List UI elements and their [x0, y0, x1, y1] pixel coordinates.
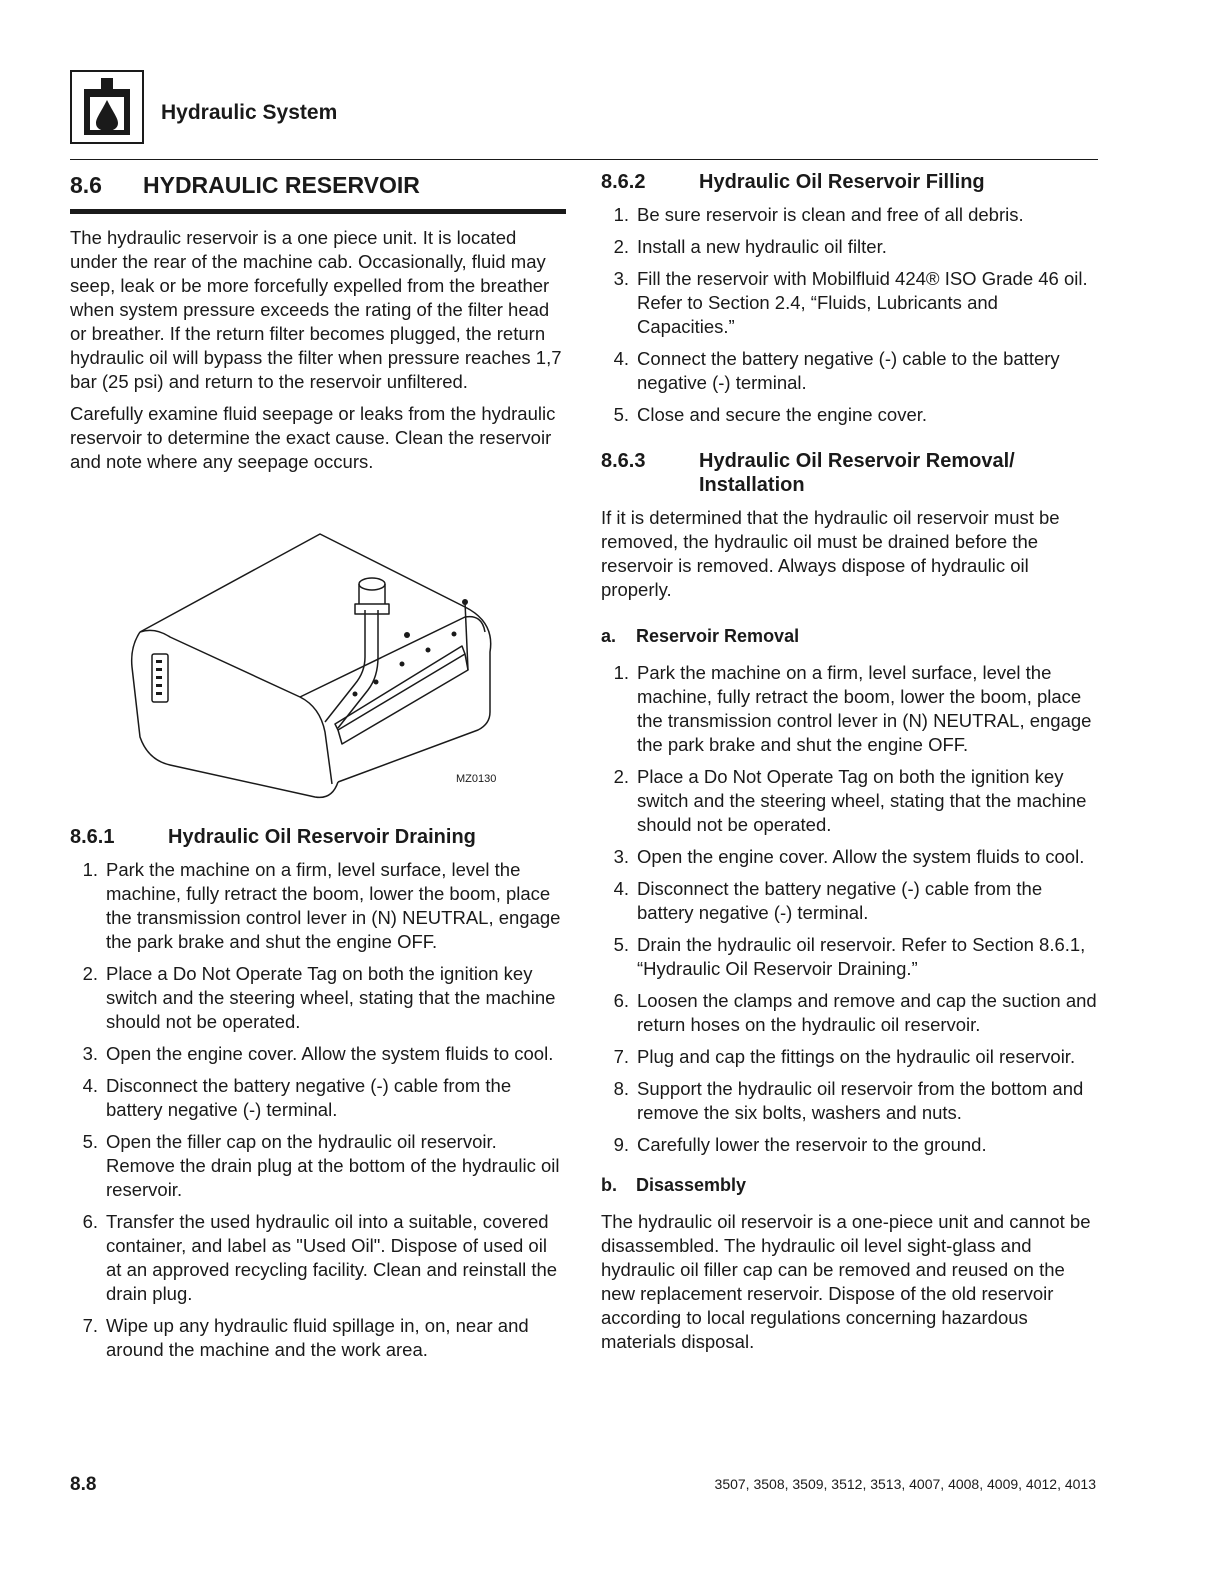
- step-text: Be sure reservoir is clean and free of all debris.: [637, 204, 1024, 225]
- disassembly-heading: [601, 1175, 1098, 1196]
- intro-paragraph-1: The hydraulic reservoir is a one piece unit. It is located under the rear of the machine cab. Occasionally, fluid may seep, leak or be more forcefully expelled from the breather when system pressure exceeds the rating of the filter head or breather. If the return filter becomes plugged, the return hydraulic oil will bypass the filter when pressure reaches 1,7 bar (25 psi) and return to the reservoir unfiltered.: [70, 227, 562, 392]
- step-text: Open the filler cap on the hydraulic oil reservoir. Remove the drain plug at the bottom of the hydraulic oil reservoir.: [106, 1131, 560, 1200]
- section-heading: [70, 170, 566, 214]
- step-text: Place a Do Not Operate Tag on both the ignition key switch and the steering wheel, stating that the machine should not be operated.: [106, 963, 556, 1032]
- step-text: Open the engine cover. Allow the system fluids to cool.: [106, 1043, 554, 1064]
- reservoir-drawing: [70, 492, 566, 807]
- list-item: [601, 661, 1098, 757]
- section-number: 8.6: [70, 172, 102, 198]
- step-text: Connect the battery negative (-) cable to the battery negative (-) terminal.: [637, 348, 1060, 393]
- removal-install-title: Hydraulic Oil Reservoir Removal/ Installation: [699, 450, 1015, 496]
- header-divider: [70, 159, 1098, 160]
- reservoir-removal-steps: [601, 661, 1098, 1157]
- list-item: [601, 203, 1098, 227]
- list-item: [601, 1045, 1098, 1069]
- step-number: 3.: [613, 268, 629, 289]
- list-item: [601, 1133, 1098, 1157]
- reservoir-removal-letter: a.: [601, 626, 617, 646]
- list-item: [70, 858, 566, 954]
- list-item: [70, 1074, 566, 1122]
- list-item: [70, 1042, 566, 1066]
- intro-paragraph-2: Carefully examine fluid seepage or leaks from the hydraulic reservoir to determine the exact cause. Clean the reservoir and note where any seepage occurs.: [70, 403, 556, 472]
- removal-install-number: 8.6.3: [601, 450, 646, 472]
- step-text: Fill the reservoir with Mobilfluid 424® ISO Grade 46 oil. Refer to Section 2.4, “Fluids, Lubricants and Capacities.”: [637, 268, 1088, 337]
- list-item: [70, 1210, 566, 1306]
- step-text: Loosen the clamps and remove and cap the suction and return hoses on the hydraulic oil reservoir.: [637, 990, 1097, 1035]
- step-number: 1.: [613, 204, 629, 225]
- draining-heading: [70, 825, 566, 849]
- removal-install-intro: If it is determined that the hydraulic oil reservoir must be removed, the hydraulic oil must be drained before the reservoir is removed. Always dispose of hydraulic oil properly.: [601, 507, 1060, 600]
- hydraulic-system-icon: [70, 70, 144, 144]
- list-item: [601, 1077, 1098, 1125]
- disassembly-text: The hydraulic oil reservoir is a one-piece unit and cannot be disassembled. The hydraulic oil level sight-glass and hydraulic oil filler cap can be removed and reused on the new replacement reservoir. Dispose of the old reservoir according to local regulations concerning hazardous materials disposal.: [601, 1211, 1091, 1352]
- filling-steps: [601, 203, 1098, 427]
- list-item: [601, 267, 1098, 339]
- filling-number: 8.6.2: [601, 171, 646, 193]
- page-number: 8.8: [70, 1474, 97, 1495]
- list-item: [70, 1130, 566, 1202]
- list-item: [601, 989, 1098, 1037]
- step-text: Install a new hydraulic oil filter.: [637, 236, 887, 257]
- right-column: [601, 170, 1098, 1362]
- list-item: [601, 765, 1098, 837]
- draining-number: 8.6.1: [70, 826, 115, 848]
- step-number: 5.: [82, 1131, 98, 1152]
- model-numbers: 3507, 3508, 3509, 3512, 3513, 4007, 4008, 4009, 4012, 4013: [714, 1476, 1096, 1492]
- step-text: Transfer the used hydraulic oil into a suitable, covered container, and label as "Used Oil". Dispose of used oil at an approved recycling facility. Clean and reinstall the drain plug.: [106, 1211, 558, 1304]
- step-number: 2.: [82, 963, 98, 984]
- list-item: [601, 235, 1098, 259]
- step-text: Close and secure the engine cover.: [637, 404, 928, 425]
- step-text: Wipe up any hydraulic fluid spillage in, on, near and around the machine and the work area.: [106, 1315, 529, 1360]
- list-item: [601, 347, 1098, 395]
- step-text: Open the engine cover. Allow the system fluids to cool.: [637, 846, 1085, 867]
- section-title: HYDRAULIC RESERVOIR: [143, 172, 420, 198]
- step-number: 7.: [613, 1046, 629, 1067]
- step-text: Park the machine on a firm, level surface, level the machine, fully retract the boom, lower the boom, place the transmission control lever in (N) NEUTRAL, engage the park brake and shut the engine OFF.: [637, 662, 1092, 755]
- step-text: Drain the hydraulic oil reservoir. Refer to Section 8.6.1, “Hydraulic Oil Reservoir Draining.”: [637, 934, 1086, 979]
- disassembly-letter: b.: [601, 1175, 617, 1195]
- list-item: [601, 845, 1098, 869]
- disassembly-title: Disassembly: [636, 1175, 747, 1195]
- step-number: 5.: [613, 934, 629, 955]
- left-column: [70, 170, 566, 1370]
- list-item: [601, 877, 1098, 925]
- filling-heading: [601, 170, 1098, 194]
- step-number: 3.: [613, 846, 629, 867]
- step-number: 4.: [82, 1075, 98, 1096]
- removal-install-heading: [601, 449, 1098, 497]
- reservoir-removal-heading: [601, 626, 1098, 647]
- step-text: Place a Do Not Operate Tag on both the ignition key switch and the steering wheel, stating that the machine should not be operated.: [637, 766, 1087, 835]
- filling-title: Hydraulic Oil Reservoir Filling: [699, 171, 985, 193]
- step-number: 6.: [82, 1211, 98, 1232]
- header-title: Hydraulic System: [161, 101, 338, 124]
- step-number: 8.: [613, 1078, 629, 1099]
- figure-label: MZ0130: [456, 773, 497, 785]
- step-text: Disconnect the battery negative (-) cable from the battery negative (-) terminal.: [106, 1075, 512, 1120]
- reservoir-removal-title: Reservoir Removal: [636, 626, 800, 646]
- step-number: 4.: [613, 878, 629, 899]
- step-text: Park the machine on a firm, level surface, level the machine, fully retract the boom, lower the boom, place the transmission control lever in (N) NEUTRAL, engage the park brake and shut the engine OFF.: [106, 859, 561, 952]
- step-text: Disconnect the battery negative (-) cable from the battery negative (-) terminal.: [637, 878, 1043, 923]
- step-number: 5.: [613, 404, 629, 425]
- step-text: Support the hydraulic oil reservoir from the bottom and remove the six bolts, washers and nuts.: [637, 1078, 1084, 1123]
- step-number: 7.: [82, 1315, 98, 1336]
- list-item: [70, 962, 566, 1034]
- list-item: [70, 1314, 566, 1362]
- step-number: 4.: [613, 348, 629, 369]
- step-number: 2.: [613, 236, 629, 257]
- step-number: 1.: [613, 662, 629, 683]
- step-number: 9.: [613, 1134, 629, 1155]
- draining-title: Hydraulic Oil Reservoir Draining: [168, 826, 476, 848]
- list-item: [601, 933, 1098, 981]
- step-number: 6.: [613, 990, 629, 1011]
- step-number: 2.: [613, 766, 629, 787]
- step-number: 3.: [82, 1043, 98, 1064]
- step-text: Plug and cap the fittings on the hydraulic oil reservoir.: [637, 1046, 1076, 1067]
- list-item: [601, 403, 1098, 427]
- step-text: Carefully lower the reservoir to the ground.: [637, 1134, 987, 1155]
- step-number: 1.: [82, 859, 98, 880]
- draining-steps: [70, 858, 566, 1362]
- reservoir-illustration: [70, 492, 566, 807]
